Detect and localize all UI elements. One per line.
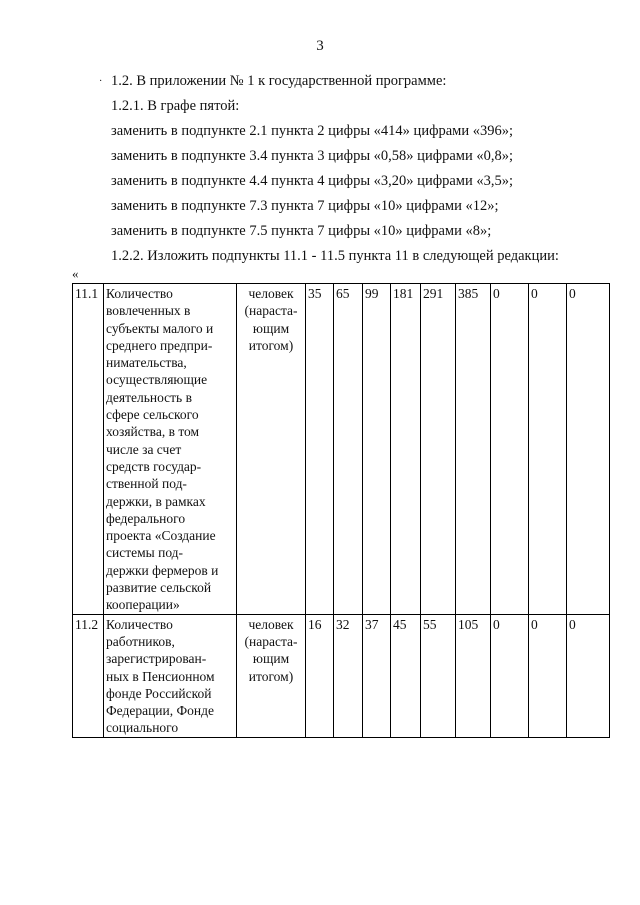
- value-cell: 35: [306, 284, 334, 615]
- indicator-name: [104, 614, 237, 737]
- value-cell: 0: [567, 614, 610, 737]
- indicator-name-line: Количество: [106, 286, 173, 301]
- paragraph-1-2-2: 1.2.2. Изложить подпункты 11.1 - 11.5 пункта 11 в следующей редакции:: [111, 248, 559, 264]
- indicator-name-line: фонде Российской: [106, 685, 212, 701]
- indicator-name-line: вовлеченных в: [106, 303, 191, 319]
- paragraph-1-2-1: 1.2.1. В графе пятой:: [111, 98, 240, 114]
- row-number: 11.1: [73, 284, 104, 615]
- paragraph-replace-7-3: заменить в подпункте 7.3 пункта 7 цифры «10» цифрами «12»;: [111, 198, 499, 214]
- indicator-name-line: нимательства,: [106, 355, 187, 371]
- table-row: [73, 614, 610, 737]
- indicator-name-line: средств государ-: [106, 458, 202, 474]
- value-cell: 181: [391, 284, 421, 615]
- value-cell: 99: [363, 284, 391, 615]
- paragraph-replace-7-5: заменить в подпункте 7.5 пункта 7 цифры «10» цифрами «8»;: [111, 223, 492, 239]
- value-cell: 0: [529, 284, 567, 615]
- table-row: [73, 284, 610, 615]
- indicator-name-line: осуществляющие: [106, 372, 208, 388]
- indicator-name-line: хозяйства, в том: [106, 424, 200, 440]
- indicator-name-line: держки, в рамках: [106, 493, 206, 509]
- indicator-name-line: Количество: [106, 616, 173, 632]
- indicator-name-line: ных в Пенсионном: [106, 668, 215, 684]
- indicator-name-line: проекта «Создание: [106, 528, 216, 544]
- value-cell: 55: [421, 614, 456, 737]
- unit-line: (нараста-: [244, 303, 298, 319]
- indicator-name-line: числе за счет: [106, 441, 182, 457]
- unit-line: ющим: [252, 651, 290, 667]
- paragraph-replace-4-4: заменить в подпункте 4.4 пункта 4 цифры «3,20» цифрами «3,5»;: [111, 173, 513, 189]
- unit-line: (нараста-: [244, 633, 298, 649]
- indicators-table: [72, 283, 610, 738]
- paragraph-replace-2-1: заменить в подпункте 2.1 пункта 2 цифры «414» цифрами «396»;: [111, 123, 513, 139]
- indicator-name-line: среднего предпри-: [106, 337, 213, 353]
- value-cell: 291: [421, 284, 456, 615]
- value-cell: 385: [456, 284, 491, 615]
- indicator-name-line: системы под-: [106, 545, 184, 561]
- open-quote-mark: «: [72, 266, 79, 281]
- indicator-name-line: деятельность в: [106, 389, 192, 405]
- paragraph-replace-3-4: заменить в подпункте 3.4 пункта 3 цифры «0,58» цифрами «0,8»;: [111, 148, 513, 164]
- indicator-name-line: сфере сельского: [106, 407, 199, 423]
- unit-line: итогом): [248, 668, 294, 684]
- indicator-name-line: держки фермеров и: [106, 562, 219, 578]
- value-cell: 45: [391, 614, 421, 737]
- unit-line: ющим: [252, 320, 290, 336]
- unit-line: человек: [248, 286, 294, 301]
- bullet-mark: ·: [99, 76, 103, 87]
- value-cell: 0: [491, 284, 529, 615]
- indicator-name-line: работников,: [106, 633, 175, 649]
- value-cell: 0: [529, 614, 567, 737]
- row-number: 11.2: [73, 614, 104, 737]
- unit-of-measure: [237, 614, 306, 737]
- paragraph-1-2: 1.2. В приложении № 1 к государственной программе:: [111, 73, 447, 89]
- value-cell: 32: [334, 614, 363, 737]
- indicator-name-line: развитие сельской: [106, 580, 212, 596]
- value-cell: 37: [363, 614, 391, 737]
- unit-of-measure: [237, 284, 306, 615]
- unit-line: человек: [248, 616, 294, 632]
- value-cell: 0: [567, 284, 610, 615]
- value-cell: 0: [491, 614, 529, 737]
- indicator-name: [104, 284, 237, 615]
- indicator-name-line: кооперации»: [106, 597, 180, 613]
- value-cell: 105: [456, 614, 491, 737]
- indicator-name-line: ственной под-: [106, 476, 187, 492]
- value-cell: 65: [334, 284, 363, 615]
- indicator-name-line: Федерации, Фонде: [106, 703, 215, 719]
- indicator-name-line: зарегистрирован-: [106, 651, 207, 667]
- indicator-name-line: федерального: [106, 510, 186, 526]
- indicator-name-line: субъекты малого и: [106, 320, 214, 336]
- unit-line: итогом): [248, 337, 294, 353]
- table-body: [73, 284, 610, 738]
- page-number: 3: [316, 38, 324, 54]
- value-cell: 16: [306, 614, 334, 737]
- indicator-name-line: социального: [106, 720, 179, 736]
